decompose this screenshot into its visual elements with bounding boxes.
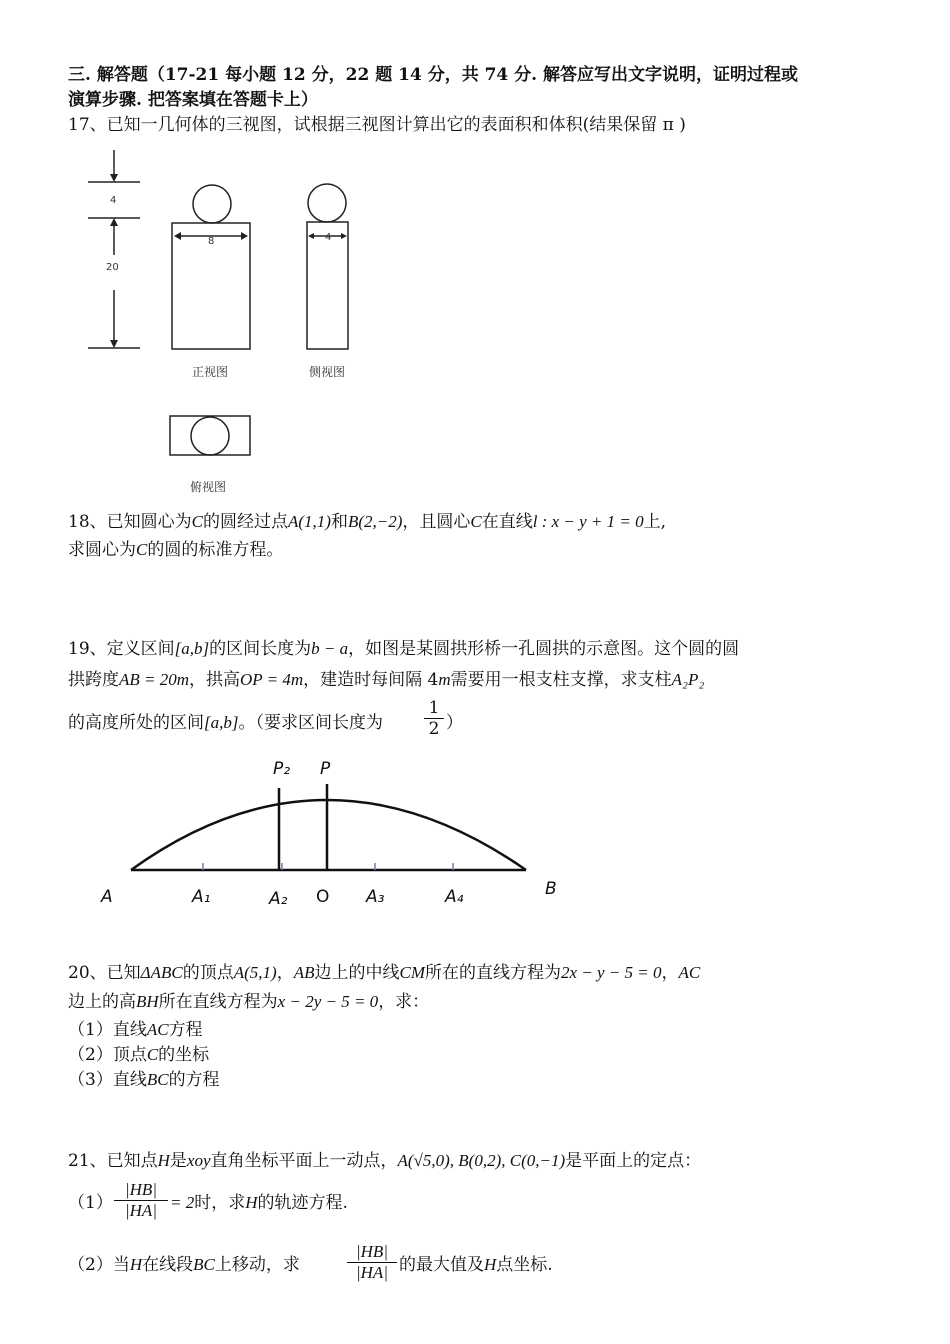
q17-text: 17、已知一几何体的三视图，试根据三视图计算出它的表面积和体积(结果保留 π ) (68, 115, 686, 135)
label-side-view: 侧视图 (309, 365, 346, 379)
side-view-sphere (308, 184, 346, 222)
label-front-view: 正视图 (192, 365, 229, 379)
label-a3: A₃ (366, 887, 385, 907)
q21-sub1-label: （1） (68, 1193, 113, 1213)
q21-sub2: （2）当H在线段BC上移动，求 (68, 1255, 300, 1275)
dim-label-8: 8 (208, 236, 215, 247)
arch-curve (131, 800, 526, 870)
q18-line1: 18、已知圆心为C的圆经过点A(1,1)和B(2,−2)，且圆心C在直线l : x − y + 1 = 0上, (68, 512, 667, 532)
q21-sub1-rest: = 2时，求H的轨迹方程. (170, 1193, 348, 1213)
dim-label-side-4: 4 (325, 232, 332, 243)
arrowhead-right-2 (341, 233, 347, 239)
q20-sub2: （2）顶点C的坐标 (68, 1045, 210, 1065)
q19-fraction: $\frac{1}{2}$ (424, 698, 444, 739)
arrowhead-up (110, 218, 118, 226)
q21-sub2-fraction: $\frac{|HB|}{|HA|}$ (347, 1242, 397, 1283)
q21-sub1-fraction: $\frac{|HB|}{|HA|}$ (114, 1180, 168, 1221)
point-a: A(1,1) (287, 512, 331, 531)
q20-sub1: （1）直线AC方程 (68, 1020, 203, 1040)
q21-line1: 21、已知点H是xoy直角坐标平面上一动点，A(√5,0), B(0,2), C(0,−1)是平面上的定点： (68, 1151, 702, 1171)
q17-three-view-figure (80, 145, 380, 500)
top-view-rect (170, 416, 250, 455)
label-p: P (320, 759, 331, 779)
label-o: O (316, 887, 330, 907)
label-a2: A₂ (269, 889, 288, 909)
label-a: A (101, 887, 113, 907)
q20-sub3: （3）直线BC的方程 (68, 1070, 220, 1090)
point-b: B(2,−2) (347, 512, 403, 531)
arrowhead-left-2 (308, 233, 314, 239)
line-l: l : x − y + 1 = 0 (532, 512, 644, 531)
q19-arch-figure (95, 752, 575, 914)
arrowhead-down-2 (110, 340, 118, 348)
label-a1: A₁ (192, 887, 211, 907)
q21-sub2-rest: 的最大值及H点坐标. (399, 1255, 553, 1275)
arrowhead-right (241, 232, 248, 240)
label-b: B (545, 879, 557, 899)
front-view-sphere (193, 185, 231, 223)
q19-line2: 拱跨度AB = 20m，拱高OP = 4m，建造时每间隔 4m需要用一根支柱支撑，求支柱A₂P₂ (68, 670, 705, 690)
label-a4: A₄ (445, 887, 464, 907)
q18-line2: 求圆心为C的圆的标准方程。 (68, 540, 284, 560)
q19-close-paren: ） (446, 713, 463, 733)
top-view-circle (191, 417, 229, 455)
dim-label-20: 20 (106, 262, 119, 273)
label-p2: P₂ (273, 759, 291, 779)
q19-line3: 的高度所处的区间[a,b]。（要求区间长度为 (68, 713, 383, 733)
arrowhead-left (174, 232, 181, 240)
dim-label-4: 4 (110, 195, 117, 206)
q20-line2: 边上的高BH所在直线方程为x − 2y − 5 = 0，求： (68, 992, 430, 1012)
q20-line1: 20、已知ΔABC的顶点A(5,1)，AB边上的中线CM所在的直线方程为2x − y − 5 = 0，AC (68, 963, 701, 983)
section-title-line2: 演算步骤. 把答案填在答题卡上） (68, 90, 318, 110)
arrowhead-down (110, 174, 118, 182)
section-title-line1: 三. 解答题（17-21 每小题 12 分，22 题 14 分，共 74 分. 解答应写出文字说明，证明过程或 (68, 65, 799, 85)
label-top-view: 俯视图 (190, 480, 227, 494)
q19-line1: 19、定义区间[a,b]的区间长度为b − a，如图是某圆拱形桥一孔圆拱的示意图。这个圆的圆 (68, 639, 740, 659)
